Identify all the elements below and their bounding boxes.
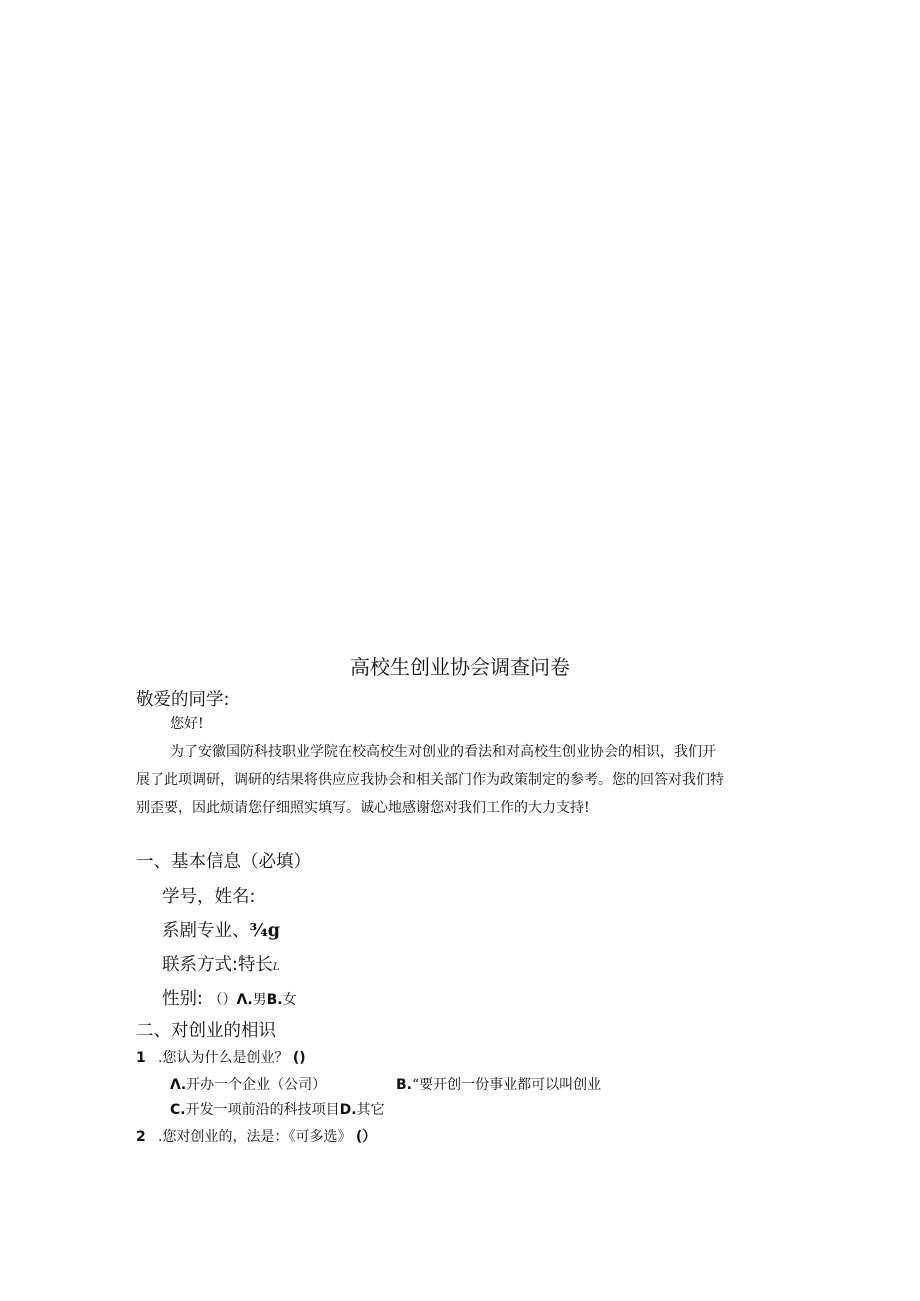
field-contact <box>162 951 280 976</box>
question-1-option-c-label: C. <box>170 1102 186 1118</box>
question-1-option-d-text: 其它 <box>356 1102 385 1118</box>
question-1-answer-paren: () <box>292 1050 306 1066</box>
intro-paragraph <box>136 738 786 822</box>
field-gender-label: 性别: <box>162 989 203 1009</box>
gender-option-b: 女 <box>282 992 297 1008</box>
question-1-number: 1 <box>136 1050 146 1066</box>
field-gender <box>162 985 297 1010</box>
question-1-option-b-text: “要开创一份事业都可以叫创业 <box>412 1077 602 1093</box>
field-department-label: 系剧专业、 <box>162 921 250 941</box>
page-title: 高校生创业协会调查问卷 <box>350 655 570 679</box>
salutation: 敬爱的同学: <box>136 690 230 710</box>
intro-line-3: 别歪要，因此烦请您仔细照实填写。诚心地感谢您对我们工作的大力支持! <box>136 800 590 816</box>
question-1 <box>136 1047 306 1067</box>
question-1-option-a <box>170 1074 326 1094</box>
section-basic-info-heading: 一、基本信息（必填） <box>136 852 311 872</box>
gender-option-a-label: Λ. <box>236 992 253 1008</box>
question-1-text: .您认为什么是创业？ <box>158 1050 289 1066</box>
field-contact-label: 联系方式: <box>162 955 238 975</box>
question-2-number: 2 <box>136 1129 146 1145</box>
intro-line-1: 为了安徽国防科技职业学院在校高校生对创业的看法和对高校生创业协会的相识，我们开 <box>170 744 716 760</box>
field-department-tail: ¾g <box>249 921 280 941</box>
question-1-option-b-label: B. <box>396 1077 412 1093</box>
gender-option-b-label: B. <box>266 992 283 1008</box>
question-2 <box>136 1126 376 1146</box>
question-1-option-c-text: 开发一项前沿的科技项目 <box>185 1102 340 1118</box>
field-student-id-name: 学号，姓名: <box>162 887 256 907</box>
intro-line-2: 展了此项调研，调研的结果将供应应我协会和相关部门作为政策制定的参考。您的回答对我们特 <box>136 772 724 788</box>
question-2-text: .您对创业的，法是：《可多选》 <box>158 1129 352 1145</box>
question-2-answer-paren: (） <box>355 1129 377 1145</box>
question-1-option-a-text: 开办一个企业（公司） <box>186 1077 327 1093</box>
question-1-option-b <box>396 1074 601 1094</box>
field-contact-mark: L <box>272 962 280 973</box>
greeting: 您好! <box>170 716 204 732</box>
field-department-major <box>162 917 280 942</box>
gender-option-a: 男 <box>252 992 267 1008</box>
question-1-options-cd <box>170 1099 385 1119</box>
section-entrepreneurship-heading: 二、对创业的相识 <box>136 1021 276 1041</box>
gender-answer-paren: （） <box>208 992 237 1008</box>
question-1-option-a-label: Λ. <box>170 1077 187 1093</box>
question-1-option-d-label: D. <box>339 1102 357 1118</box>
field-contact-tail: 特长 <box>237 955 273 975</box>
